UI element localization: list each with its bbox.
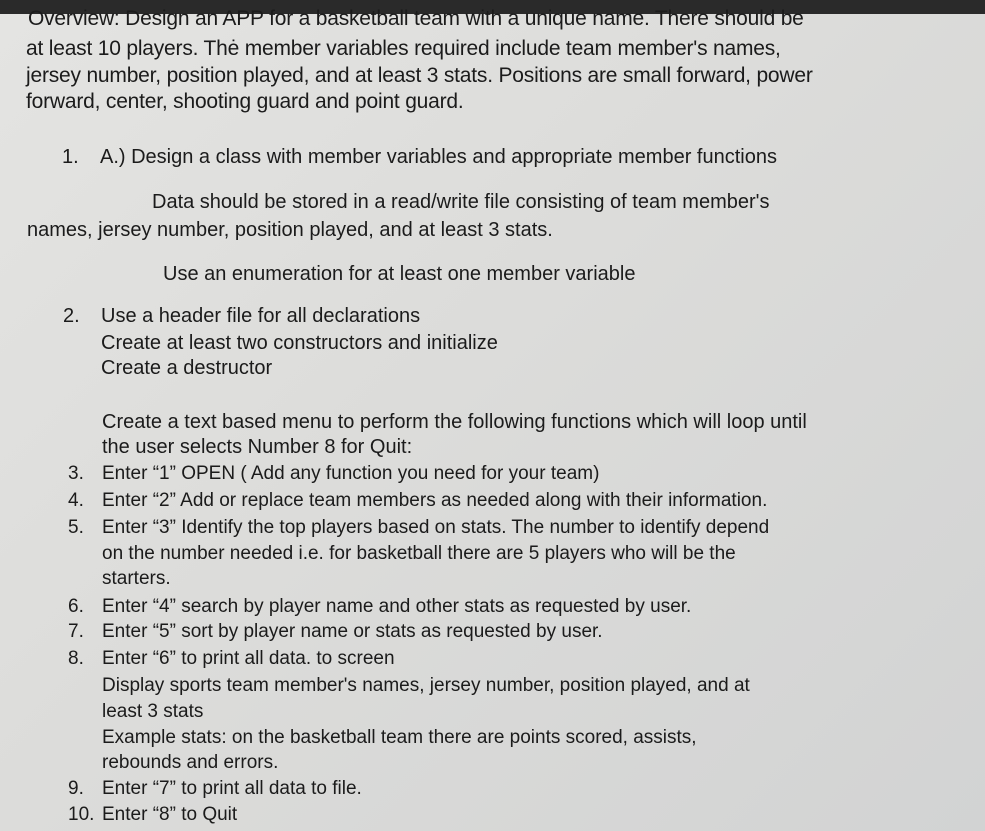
overview-line-3: jersey number, position played, and at least 3 stats. Positions are small forward, power <box>26 64 813 87</box>
section1-enum-line: Use an enumeration for at least one member variable <box>163 263 636 285</box>
item-9-number: 9. <box>68 778 84 799</box>
overview-line-4: forward, center, shooting guard and point guard. <box>26 90 464 113</box>
item-8-line-2: Display sports team member's names, jersey number, position played, and at <box>102 675 750 696</box>
item-5-number: 5. <box>68 517 84 538</box>
section2-line-2: Create at least two constructors and initialize <box>101 332 498 354</box>
section2-number: 2. <box>63 305 80 327</box>
item-3-number: 3. <box>68 463 84 484</box>
section1-data-line-1: Data should be stored in a read/write file consisting of team member's <box>152 191 770 213</box>
item-7-number: 7. <box>68 621 84 642</box>
item-8-line-4: Example stats: on the basketball team there are points scored, assists, <box>102 727 697 748</box>
menu-intro-line-1: Create a text based menu to perform the following functions which will loop until <box>102 411 807 433</box>
item-8-line-3: least 3 stats <box>102 701 204 722</box>
item-5-line-3: starters. <box>102 568 171 589</box>
item-8-number: 8. <box>68 648 84 669</box>
section2-line-3: Create a destructor <box>101 357 273 379</box>
item-8-line-5: rebounds and errors. <box>102 752 279 773</box>
item-6-line-1: Enter “4” search by player name and other stats as requested by user. <box>102 596 692 617</box>
item-3-line-1: Enter “1” OPEN ( Add any function you need for your team) <box>102 463 600 484</box>
menu-intro-line-2: the user selects Number 8 for Quit: <box>102 436 413 458</box>
item-8-line-1: Enter “6” to print all data. to screen <box>102 648 395 669</box>
section1-title: A.) Design a class with member variables and appropriate member functions <box>100 146 777 168</box>
section1-number: 1. <box>62 146 79 168</box>
overview-line-2: at least 10 players. Thė member variables required include team member's names, <box>26 37 781 60</box>
overview-line-1: Overview: Design an APP for a basketball team with a unique name. There should be <box>28 7 804 30</box>
item-10-number: 10. <box>68 804 95 825</box>
item-9-line-1: Enter “7” to print all data to file. <box>102 778 362 799</box>
item-7-line-1: Enter “5” sort by player name or stats as requested by user. <box>102 621 603 642</box>
item-6-number: 6. <box>68 596 84 617</box>
section1-data-line-2: names, jersey number, position played, and at least 3 stats. <box>27 219 553 241</box>
item-4-line-1: Enter “2” Add or replace team members as needed along with their information. <box>102 490 768 511</box>
section2-line-1: Use a header file for all declarations <box>101 305 421 327</box>
item-4-number: 4. <box>68 490 84 511</box>
item-5-line-2: on the number needed i.e. for basketball there are 5 players who will be the <box>102 543 736 564</box>
item-10-line-1: Enter “8” to Quit <box>102 804 238 825</box>
item-5-line-1: Enter “3” Identify the top players based on stats. The number to identify depend <box>102 517 770 538</box>
